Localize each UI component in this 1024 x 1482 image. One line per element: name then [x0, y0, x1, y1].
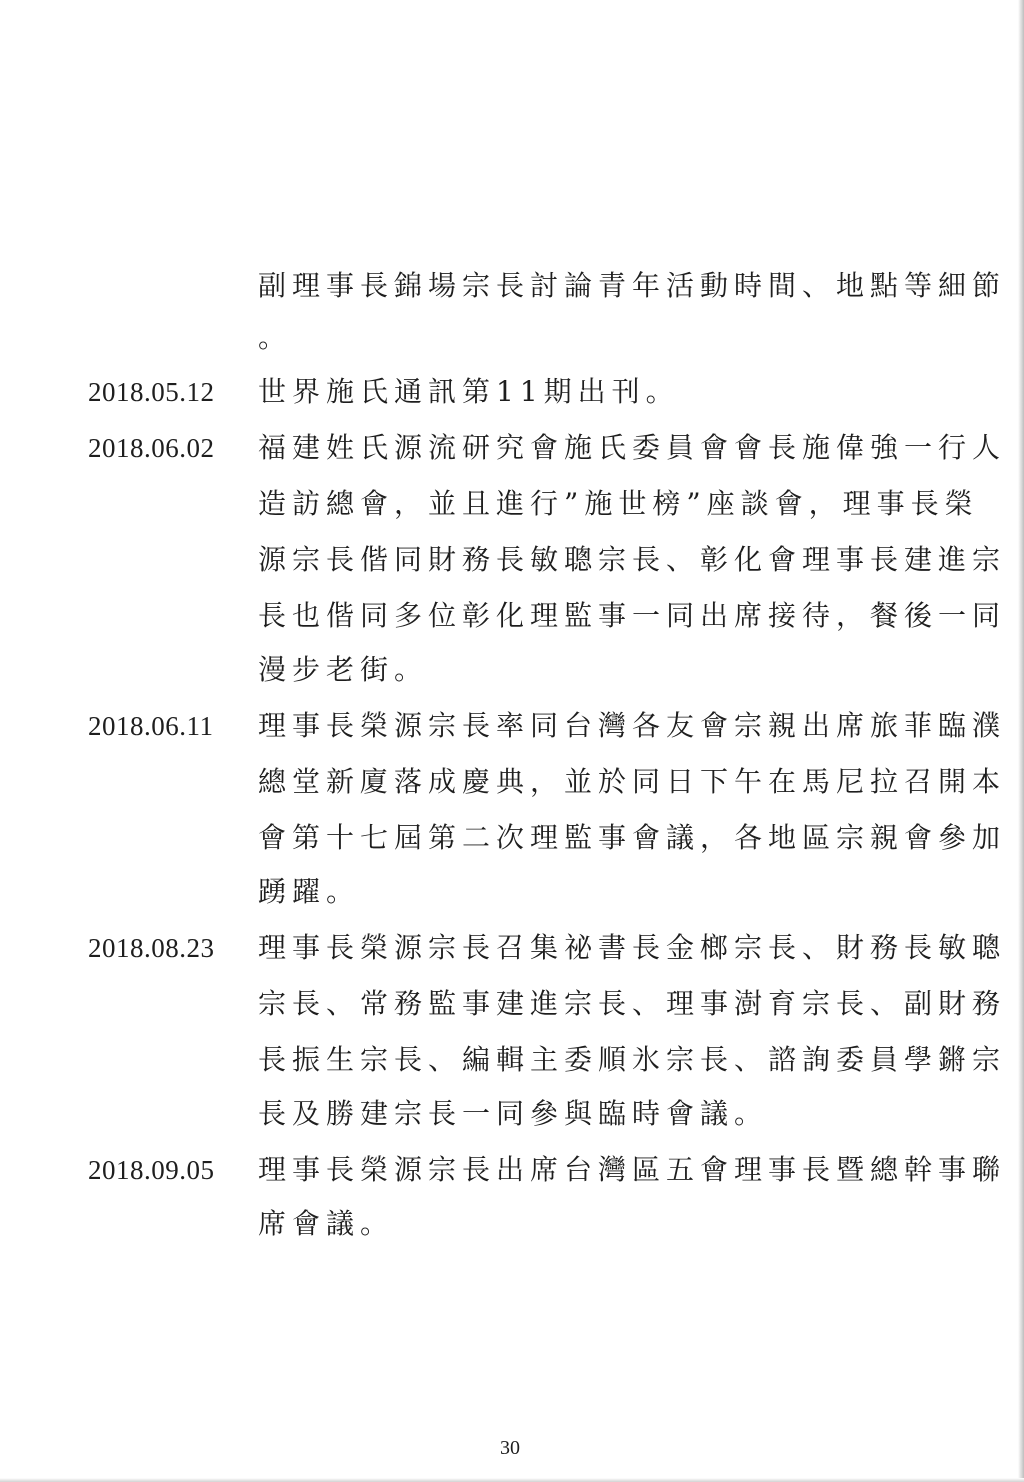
entry-line: 長也偕同多位彰化理監事一同出席接待，餐後一同 [258, 599, 1007, 632]
entry-line: 會第十七屆第二次理監事會議，各地區宗親會參加 [258, 821, 1007, 854]
entry-line: 宗長、常務監事建進宗長、理事澍育宗長、副財務 [258, 987, 1007, 1020]
entry-line: 漫步老街。 [258, 653, 429, 686]
continuation-line: 。 [258, 321, 293, 354]
entry-line: 長振生宗長、編輯主委順氷宗長、諮詢委員學鏘宗 [258, 1043, 1007, 1076]
entry-line: 源宗長偕同財務長敏聰宗長、彰化會理事長建進宗 [258, 543, 1007, 576]
continuation-line: 副理事長錦場宗長討論青年活動時間、地點等細節 [258, 269, 1007, 302]
entry-line: 理事長榮源宗長召集祕書長金榔宗長、財務長敏聰 [258, 931, 1007, 964]
entry-line: 理事長榮源宗長出席台灣區五會理事長暨總幹事聯 [258, 1153, 1007, 1186]
entry-date: 2018.06.02 [88, 433, 215, 463]
entry-line: 造訪總會，並且進行”施世榜”座談會，理事長榮 [258, 487, 979, 520]
entry-line: 長及勝建宗長一同參與臨時會議。 [258, 1097, 769, 1130]
entry-line: 世界施氏通訊第11期出刊。 [258, 375, 680, 408]
page-edge-shadow [0, 1478, 1024, 1482]
entry-line: 福建姓氏源流研究會施氏委員會會長施偉強一行人 [258, 431, 1007, 464]
page-number: 30 [500, 1437, 520, 1459]
entry-date: 2018.06.11 [88, 711, 214, 741]
entry-line: 踴躍。 [258, 875, 361, 908]
entry-date: 2018.09.05 [88, 1155, 215, 1185]
entry-line: 理事長榮源宗長率同台灣各友會宗親出席旅菲臨濮 [258, 709, 1007, 742]
page-edge-shadow [1018, 0, 1024, 1482]
entry-line: 總堂新廈落成慶典，並於同日下午在馬尼拉召開本 [258, 765, 1007, 798]
entry-date: 2018.08.23 [88, 933, 215, 963]
entry-line: 席會議。 [258, 1207, 395, 1240]
entry-date: 2018.05.12 [88, 377, 215, 407]
